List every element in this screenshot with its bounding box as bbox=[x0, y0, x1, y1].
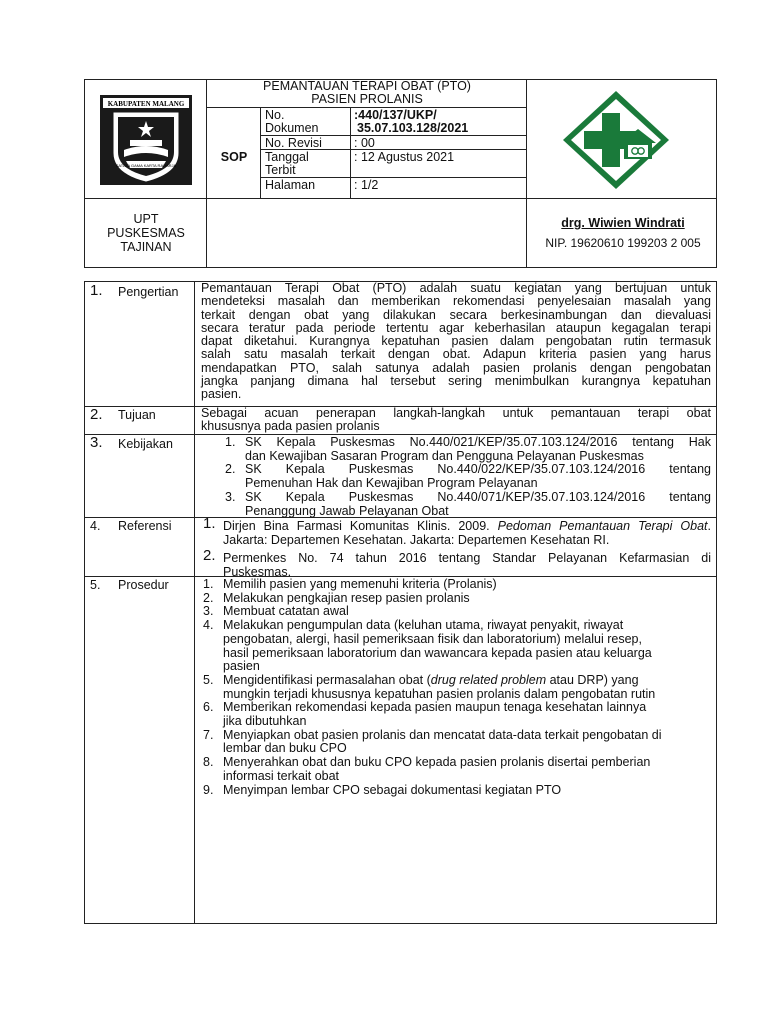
meta-value-halaman: : 1/2 bbox=[354, 178, 379, 192]
list-item bbox=[203, 618, 713, 674]
meta-label-halaman: Halaman bbox=[265, 178, 316, 192]
section-label-referensi: Referensi bbox=[118, 519, 172, 533]
list-line: Melakukan pengumpulan data (keluhan utama, riwayat penyakit, riwayat bbox=[223, 618, 624, 633]
body-column-divider bbox=[194, 281, 195, 924]
list-line: Memilih pasien yang memenuhi kriteria (Prolanis) bbox=[223, 577, 497, 591]
list-number: 2. bbox=[225, 462, 236, 477]
list-line: pengobatan, alergi, hasil pemeriksaan fisik dan laboratorium) melalui resep, bbox=[223, 631, 642, 646]
list-item bbox=[203, 515, 711, 547]
meta-value-revisi: : 00 bbox=[354, 136, 375, 150]
list-line bbox=[223, 674, 713, 688]
meta-label-no: No. bbox=[265, 108, 285, 122]
list-number: 5. bbox=[203, 672, 214, 687]
section-label-kebijakan: Kebijakan bbox=[118, 437, 173, 451]
section-label-tujuan: Tujuan bbox=[118, 408, 156, 422]
svg-text:KABUPATEN MALANG: KABUPATEN MALANG bbox=[107, 100, 185, 108]
prosedur-list bbox=[203, 577, 713, 797]
text-segment: atau DRP) yang bbox=[546, 672, 639, 687]
list-item bbox=[203, 755, 713, 783]
meta-label-dokumen: Dokumen bbox=[265, 121, 319, 135]
doctor-nip: NIP. 19620610 199203 2 005 bbox=[545, 236, 701, 250]
meta-label-terbit: Terbit bbox=[265, 163, 296, 177]
pengertian-line: mendapatkan PTO, salah satunya adalah pasien prolanis dengan pengobatan bbox=[201, 360, 711, 375]
pengertian-line: jangka panjang dimana hal tersebut sering menimbulkan kurangnya kepatuhan bbox=[201, 374, 711, 389]
header-divider-meta bbox=[350, 107, 351, 198]
pengertian-line: Pemantauan Terapi Obat (PTO) adalah suatu kegiatan yang bertujuan untuk bbox=[201, 281, 711, 295]
list-line: Membuat catatan awal bbox=[223, 604, 349, 619]
meta-label-revisi: No. Revisi bbox=[265, 136, 322, 150]
list-line: Permenkes No. 74 tahun 2016 tentang Standar Pelayanan Kefarmasian di bbox=[223, 551, 711, 565]
section-label-pengertian: Pengertian bbox=[118, 285, 179, 299]
list-item bbox=[225, 435, 711, 463]
list-item bbox=[203, 700, 713, 729]
list-item bbox=[225, 489, 711, 518]
list-line: hasil pemeriksaan laboratorium dan wawancara kepada pasien atau keluarga bbox=[223, 645, 652, 660]
list-line: Menyerahkan obat dan buku CPO kepada pasien prolanis disertai pemberian bbox=[223, 755, 651, 770]
text-segment: Mengidentifikasi permasalahan obat ( bbox=[223, 672, 431, 687]
pengertian-line: salah satu masalah terkait dengan obat. Adapun kriteria pasien yang harus bbox=[201, 347, 711, 362]
pengertian-text bbox=[201, 282, 711, 402]
svg-text:SATATA GAMA KARTA RAHARJA: SATATA GAMA KARTA RAHARJA bbox=[115, 163, 177, 168]
list-item bbox=[203, 577, 713, 592]
pengertian-line: mendeteksi masalah dan memberikan rekomendasi penyelesaian masalah yang bbox=[201, 294, 711, 309]
meta-value-no: :440/137/UKP/ bbox=[354, 108, 437, 122]
list-line: dan Kewajiban Sasaran Program dan Pengguna Pelayanan Puskesmas bbox=[245, 448, 644, 463]
section-number-pengertian: 1. bbox=[90, 282, 103, 299]
list-line: Penanggung Jawab Pelayanan Obat bbox=[245, 503, 449, 518]
upt-line-2: PUSKESMAS bbox=[107, 226, 185, 240]
list-number: 2. bbox=[203, 590, 214, 605]
meta-value-dokumen: 35.07.103.128/2021 bbox=[357, 121, 469, 135]
list-item bbox=[203, 672, 713, 701]
header-divider-right bbox=[526, 79, 527, 268]
text-italic: drug related problem bbox=[430, 672, 547, 687]
list-item bbox=[225, 462, 711, 491]
pengertian-line: terkait dengan obat yang dilakukan secara berkesinambungan dan dievaluasi bbox=[201, 307, 711, 322]
document-title bbox=[208, 80, 526, 106]
section-number-referensi: 4. bbox=[90, 519, 101, 533]
kebijakan-list bbox=[225, 435, 711, 518]
list-number: 3. bbox=[203, 604, 214, 619]
list-item bbox=[203, 782, 713, 798]
list-line: SK Kepala Puskesmas No.440/022/KEP/35.07.103.124/2016 tentang bbox=[245, 462, 711, 477]
section-label-prosedur: Prosedur bbox=[118, 578, 169, 592]
citation-title: Pedoman Pemantauan Terapi bbox=[497, 519, 673, 533]
list-line: lembar dan buku CPO bbox=[223, 741, 347, 756]
list-number: 2. bbox=[203, 547, 216, 564]
sop-label: SOP bbox=[220, 150, 248, 164]
list-line: informasi terkait obat bbox=[223, 768, 340, 783]
tujuan-line: khususnya pada pasien prolanis bbox=[201, 419, 380, 434]
list-line: Memberikan rekomendasi kepada pasien maupun tenaga kesehatan lainnya bbox=[223, 700, 647, 715]
list-line: SK Kepala Puskesmas No.440/071/KEP/35.07.103.124/2016 tentang bbox=[245, 489, 711, 504]
pengertian-line: secara teratur pada periode tertentu agar keberhasilan ataupun kegagalan terapi bbox=[201, 320, 711, 335]
list-line: pasien bbox=[223, 659, 260, 674]
tujuan-line: Sebagai acuan penerapan langkah-langkah untuk pemantauan terapi obat bbox=[201, 406, 711, 420]
list-number: 1. bbox=[203, 577, 214, 591]
list-line: Puskesmas. bbox=[223, 565, 292, 579]
referensi-citation bbox=[223, 519, 711, 547]
referensi-list bbox=[203, 515, 711, 579]
list-item bbox=[203, 604, 713, 619]
meta-value-tanggal: : 12 Agustus 2021 bbox=[354, 150, 455, 164]
upt-puskesmas-name bbox=[86, 212, 206, 254]
pengertian-line: pasien. bbox=[201, 387, 242, 402]
list-line: Menyiapkan obat pasien prolanis dan mencatat data-data terkait pengobatan di bbox=[223, 727, 662, 742]
section-number-kebijakan: 3. bbox=[90, 434, 103, 451]
puskesmas-logo bbox=[558, 87, 674, 193]
list-item bbox=[203, 547, 711, 579]
title-line-2: PASIEN PROLANIS bbox=[311, 92, 423, 106]
tujuan-text bbox=[201, 407, 711, 434]
list-line: Pemenuhan Hak dan Kewajiban Program Pelayanan bbox=[245, 476, 538, 491]
list-number: 4. bbox=[203, 618, 214, 633]
upt-line-3: TAJINAN bbox=[120, 240, 172, 254]
meta-label-tanggal: Tanggal bbox=[265, 150, 309, 164]
list-number: 7. bbox=[203, 727, 214, 742]
section-number-tujuan: 2. bbox=[90, 406, 103, 423]
list-number: 9. bbox=[203, 782, 214, 797]
list-number: 3. bbox=[225, 489, 236, 504]
header-row-divider bbox=[84, 198, 717, 199]
list-number: 1. bbox=[203, 515, 216, 532]
section-number-prosedur: 5. bbox=[90, 578, 101, 592]
title-line-1: PEMANTAUAN TERAPI OBAT (PTO) bbox=[263, 79, 471, 93]
citation-title-cont: Obat bbox=[680, 519, 708, 533]
citation-publisher: . Jakarta: Departemen Kesehatan. Jakarta: Departemen Kesehatan RI. bbox=[223, 519, 711, 547]
doctor-name: drg. Wiwien Windrati bbox=[561, 216, 685, 230]
kabupaten-malang-logo bbox=[100, 95, 192, 185]
upt-line-1: UPT bbox=[133, 212, 159, 226]
list-item bbox=[203, 727, 713, 756]
citation-author: Dirjen Bina Farmasi Komunitas Klinis. 2009. bbox=[223, 519, 498, 533]
pengertian-line: dapat diketahui. Kurangnya kepatuhan pasien dalam pengobatan rutin termasuk bbox=[201, 334, 711, 349]
list-line: Melakukan pengkajian resep pasien prolanis bbox=[223, 590, 470, 605]
header-divider-sop bbox=[260, 107, 261, 198]
list-line: jika dibutuhkan bbox=[223, 714, 307, 729]
list-line: mungkin terjadi khususnya kepatuhan pasien prolanis dalam pengobatan rutin bbox=[223, 686, 656, 701]
list-line: SK Kepala Puskesmas No.440/021/KEP/35.07.103.124/2016 tentang Hak bbox=[245, 435, 711, 449]
list-item bbox=[203, 590, 713, 606]
list-number: 1. bbox=[225, 435, 236, 449]
list-number: 6. bbox=[203, 700, 214, 715]
list-line: Menyimpan lembar CPO sebagai dokumentasi kegiatan PTO bbox=[223, 782, 562, 797]
list-number: 8. bbox=[203, 755, 214, 770]
